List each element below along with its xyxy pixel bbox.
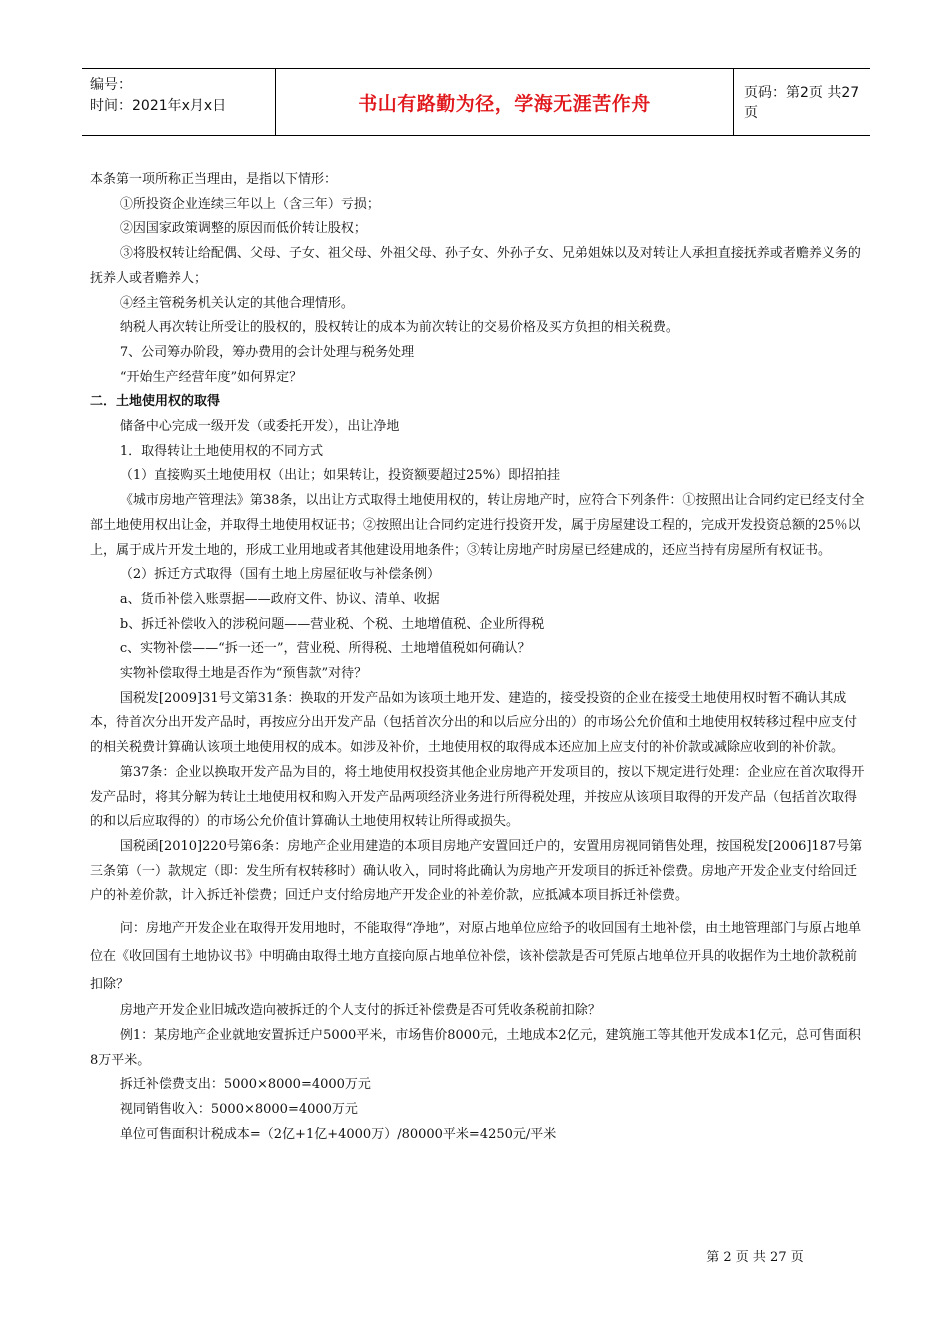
page-header bbox=[82, 68, 870, 136]
section-heading: 二．土地使用权的取得 bbox=[90, 394, 221, 410]
paragraph: 国税发[2009]31号文第31条：换取的开发产品如为该项土地开发、建造的，接受投资的企业在接受土地使用权时暂不确认其成本，待首次分出开发产品时，再按应分出开发产品（包括首次分出的和以后应分出的）的市场公允价值和土地使用权转移过程中应支付的相关税费计算确认该项土地使用权的成本。如涉及补价，土地使用权的取得成本还应加上应支付的补价款或减除应收到的补价款。 bbox=[90, 690, 858, 756]
paragraph: 拆迁补偿费支出：5000×8000=4000万元 bbox=[119, 1077, 371, 1093]
list-item: b、拆迁补偿收入的涉税问题——营业税、个税、土地增值税、企业所得税 bbox=[119, 616, 545, 632]
paragraph: 实物补偿取得土地是否作为“预售款”对待？ bbox=[119, 666, 368, 682]
footer-page-number: 第 2 页 共 27 页 bbox=[706, 1250, 804, 1265]
document-body bbox=[90, 168, 865, 1147]
paragraph: 问：房地产开发企业在取得开发用地时，不能取得“净地”，对原占地单位应给予的收回国有土地补偿，由土地管理部门与原占地单位在《收回国有土地协议书》中明确由取得土地方直接向原占地单位补偿，该补偿款是否可凭原占地单位开具的收据作为土地价款税前扣除？ bbox=[90, 921, 862, 993]
list-item: ①所投资企业连续三年以上（含三年）亏损； bbox=[119, 196, 380, 212]
list-item: a、货币补偿入账票据——政府文件、协议、清单、收据 bbox=[119, 591, 440, 607]
paragraph: 本条第一项所称正当理由，是指以下情形： bbox=[90, 172, 338, 187]
paragraph: 房地产开发企业旧城改造向被拆迁的个人支付的拆迁补偿费是否可凭收条税前扣除？ bbox=[119, 1003, 601, 1019]
header-motto: 书山有路勤为径，学海无涯苦作舟 bbox=[358, 92, 651, 115]
list-item: ②因国家政策调整的原因而低价转让股权； bbox=[119, 221, 367, 237]
header-meta bbox=[82, 69, 275, 135]
page-footer bbox=[0, 1246, 950, 1265]
paragraph: （1）直接购买土地使用权（出让；如果转让，投资额要超过25%）即招拍挂 bbox=[119, 468, 561, 484]
paragraph: “开始生产经营年度”如何界定？ bbox=[119, 369, 303, 385]
paragraph: （2）拆迁方式取得（国有土地上房屋征收与补偿条例） bbox=[119, 567, 441, 583]
header-page-cell bbox=[734, 69, 870, 135]
header-page-label: 页码：第2页 共27页 bbox=[744, 85, 860, 121]
list-item: ④经主管税务机关认定的其他合理情形。 bbox=[119, 295, 354, 311]
paragraph: 纳税人再次转让所受让的股权的，股权转让的成本为前次转让的交易价格及买方负担的相关税费。 bbox=[119, 320, 679, 336]
paragraph: 单位可售面积计税成本=（2亿+1亿+4000万）/80000平米=4250元/平米 bbox=[119, 1126, 557, 1142]
document-date-label: 时间：2021年x月x日 bbox=[90, 98, 227, 114]
paragraph: 7、公司筹办阶段，筹办费用的会计处理与税务处理 bbox=[119, 344, 415, 360]
paragraph: 国税函[2010]220号第6条：房地产企业用建造的本项目房地产安置回迁户的，安置用房视同销售处理，按国税发[2006]187号第三条第（一）款规定（即：发生所有权转移时）确认收入，同时将此确认为房地产开发项目的拆迁补偿费。房地产开发企业支付给回迁户的补差价款，计入拆迁补偿费；回迁户支付给房地产开发企业的补差价款，应抵减本项目拆迁补偿费。 bbox=[90, 838, 863, 904]
paragraph: 第37条：企业以换取开发产品为目的，将土地使用权投资其他企业房地产开发项目的，按以下规定进行处理：企业应在首次取得开发产品时，将其分解为转让土地使用权和购入开发产品两项经济业务进行所得税处理，并按应从该项目取得的开发产品（包括首次取得的和以后应取得的）的市场公允价值计算确认土地使用权转让所得或损失。 bbox=[90, 764, 865, 830]
paragraph: 视同销售收入：5000×8000=4000万元 bbox=[119, 1101, 358, 1117]
list-item: c、实物补偿——“拆一还一”，营业税、所得税、土地增值税如何确认？ bbox=[119, 641, 531, 657]
paragraph: 储备中心完成一级开发（或委托开发），出让净地 bbox=[119, 419, 400, 435]
header-motto-cell bbox=[275, 69, 734, 135]
list-item: ③将股权转让给配偶、父母、子女、祖父母、外祖父母、孙子女、外孙子女、兄弟姐妹以及对转让人承担直接抚养或者赡养义务的抚养人或者赡养人； bbox=[90, 246, 861, 286]
paragraph: 例1：某房地产企业就地安置拆迁户5000平米，市场售价8000元，土地成本2亿元，建筑施工等其他开发成本1亿元，总可售面积8万平米。 bbox=[90, 1027, 861, 1068]
paragraph: 1．取得转让土地使用权的不同方式 bbox=[119, 443, 324, 459]
document-number-label: 编号： bbox=[90, 77, 132, 93]
paragraph: 《城市房地产管理法》第38条，以出让方式取得土地使用权的，转让房地产时，应符合下列条件：①按照出让合同约定已经支付全部土地使用权出让金，并取得土地使用权证书；②按照出让合同约定进行投资开发，属于房屋建设工程的，完成开发投资总额的25％以上，属于成片开发土地的，形成工业用地或者其他建设用地条件；③转让房地产时房屋已经建成的，还应当持有房屋所有权证书。 bbox=[90, 493, 865, 558]
